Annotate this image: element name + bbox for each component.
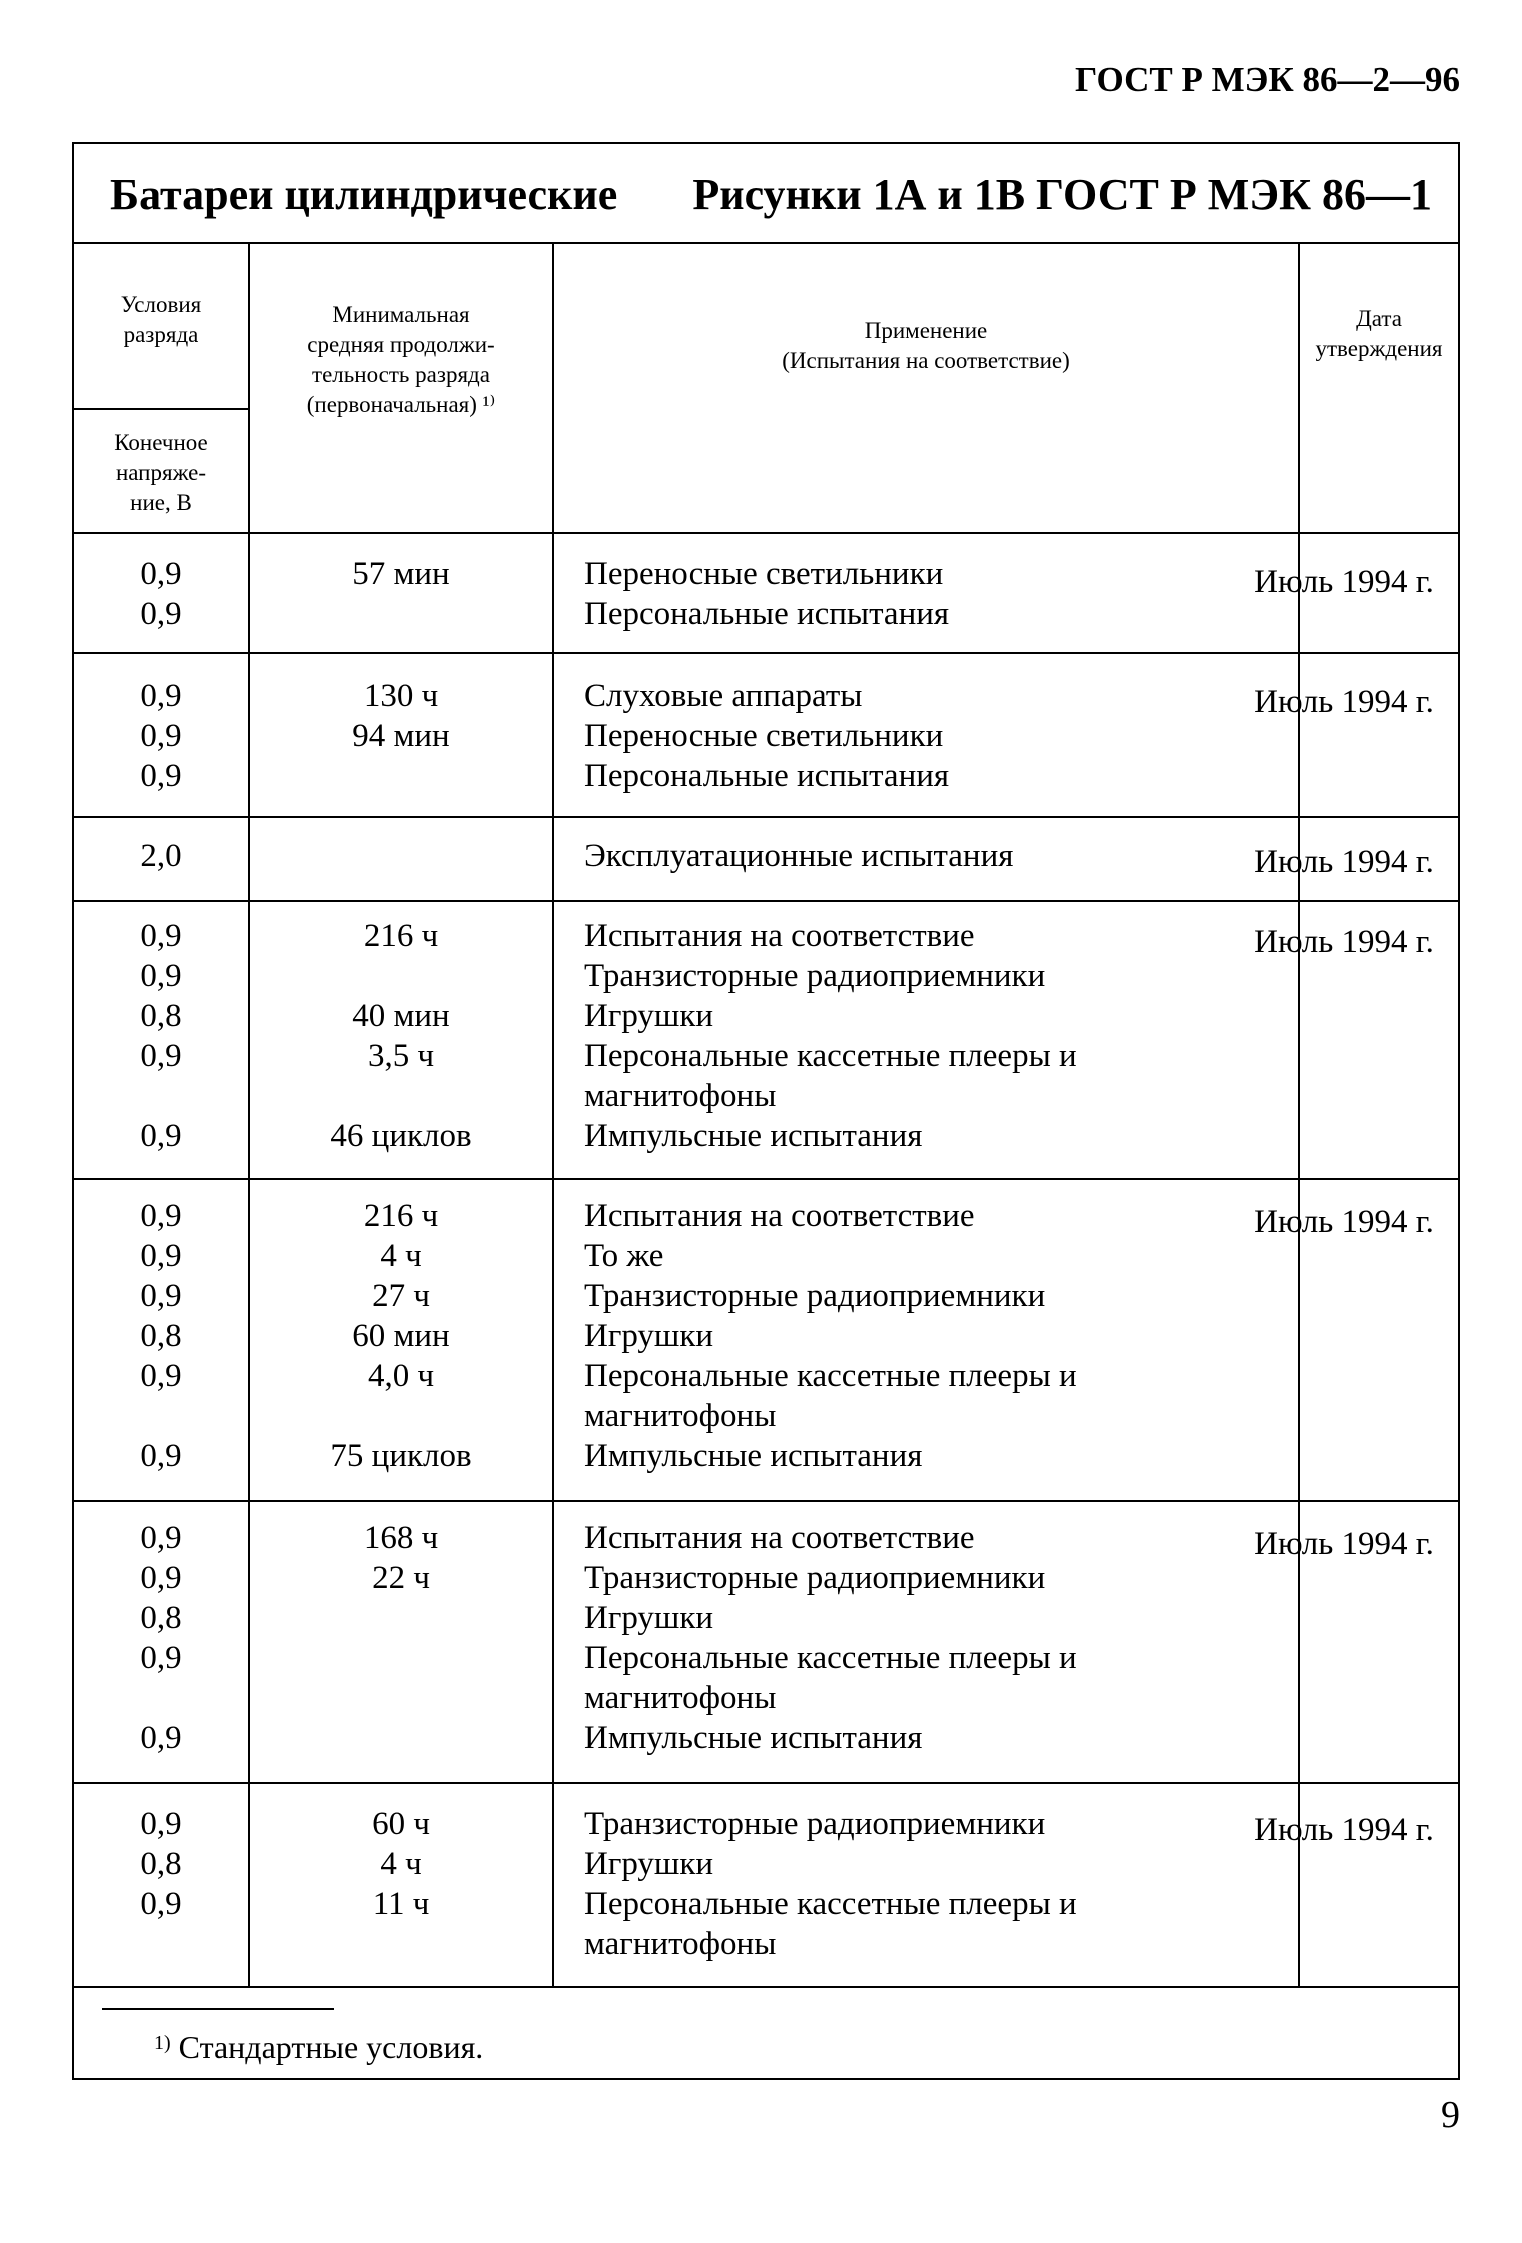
- footnote-marker: 1): [154, 2032, 171, 2054]
- table-reference: Рисунки 1А и 1В ГОСТ Р МЭК 86—1: [692, 170, 1432, 219]
- group-5-approval-date: Июль 1994 г.: [1254, 1204, 1434, 1240]
- group-2-end-voltage: 0,9 0,9 0,9: [140, 678, 182, 794]
- group-1-approval-date: Июль 1994 г.: [1254, 564, 1434, 600]
- header-discharge-conditions: Условия разряда: [120, 292, 202, 347]
- group-3-approval-date: Июль 1994 г.: [1254, 844, 1434, 880]
- group-4-end-voltage: 0,9 0,9 0,8 0,9 0,9: [140, 918, 182, 1154]
- group-4-application: Испытания на соответствие Транзисторные радиоприемники Игрушки Персональные кассетные плееры и магнитофоны Импульсные испытания: [584, 918, 1077, 1154]
- group-4-duration: 216 ч 40 мин 3,5 ч 46 циклов: [330, 918, 472, 1154]
- table-title-row: [74, 144, 1458, 244]
- footnote: [154, 2026, 483, 2068]
- group-7-end-voltage: 0,9 0,8 0,9: [140, 1806, 182, 1922]
- group-3-application: Эксплуатационные испытания: [584, 838, 1014, 874]
- header-approval-date: Дата утверждения: [1315, 306, 1443, 361]
- group-2-approval-date: Июль 1994 г.: [1254, 684, 1434, 720]
- group-2-duration: 130 ч 94 мин: [352, 678, 450, 754]
- group-divider: [74, 1178, 1458, 1180]
- table-title: Батареи цилиндрические: [110, 170, 618, 219]
- header-subdivider: [74, 408, 248, 410]
- group-6-duration: 168 ч 22 ч: [363, 1520, 439, 1596]
- footnote-rule: [102, 2008, 334, 2010]
- footnote-text: Стандартные условия.: [178, 2029, 484, 2065]
- group-7-approval-date: Июль 1994 г.: [1254, 1812, 1434, 1848]
- document-code: ГОСТ Р МЭК 86—2—96: [1075, 60, 1460, 99]
- group-6-application: Испытания на соответствие Транзисторные радиоприемники Игрушки Персональные кассетные плееры и магнитофоны Импульсные испытания: [584, 1520, 1077, 1756]
- header-application: Применение (Испытания на соответствие): [782, 318, 1070, 373]
- group-7-application: Транзисторные радиоприемники Игрушки Персональные кассетные плееры и магнитофоны: [584, 1806, 1077, 1962]
- group-divider: [74, 652, 1458, 654]
- group-1-application: Переносные светильники Персональные испытания: [584, 556, 950, 632]
- table-body-bottom-rule: [74, 1986, 1458, 1988]
- group-divider: [74, 1782, 1458, 1784]
- group-7-duration: 60 ч 4 ч 11 ч: [372, 1806, 430, 1922]
- page-number: 9: [1441, 2094, 1460, 2136]
- group-divider: [74, 900, 1458, 902]
- group-6-approval-date: Июль 1994 г.: [1254, 1526, 1434, 1562]
- header-end-voltage: Конечное напряже- ние, В: [114, 430, 208, 515]
- header-bottom-rule: [74, 532, 1458, 534]
- group-divider: [74, 816, 1458, 818]
- group-1-end-voltage: 0,9 0,9: [140, 556, 182, 632]
- group-5-application: Испытания на соответствие То же Транзисторные радиоприемники Игрушки Персональные кассетные плееры и магнитофоны Импульсные испытания: [584, 1198, 1077, 1474]
- group-3-end-voltage: 2,0: [140, 838, 182, 874]
- column-divider: [552, 244, 554, 1988]
- group-4-approval-date: Июль 1994 г.: [1254, 924, 1434, 960]
- group-divider: [74, 1500, 1458, 1502]
- column-divider: [1298, 244, 1300, 1988]
- group-1-duration: 57 мин: [352, 556, 450, 592]
- header-min-duration: Минимальная средняя продолжи- тельность разряда (первоначальная) ¹⁾: [306, 302, 496, 417]
- group-2-application: Слуховые аппараты Переносные светильники Персональные испытания: [584, 678, 950, 794]
- battery-table: [72, 142, 1460, 2080]
- group-6-end-voltage: 0,9 0,9 0,8 0,9 0,9: [140, 1520, 182, 1756]
- group-5-duration: 216 ч 4 ч 27 ч 60 мин 4,0 ч 75 циклов: [330, 1198, 472, 1474]
- group-5-end-voltage: 0,9 0,9 0,9 0,8 0,9 0,9: [140, 1198, 182, 1474]
